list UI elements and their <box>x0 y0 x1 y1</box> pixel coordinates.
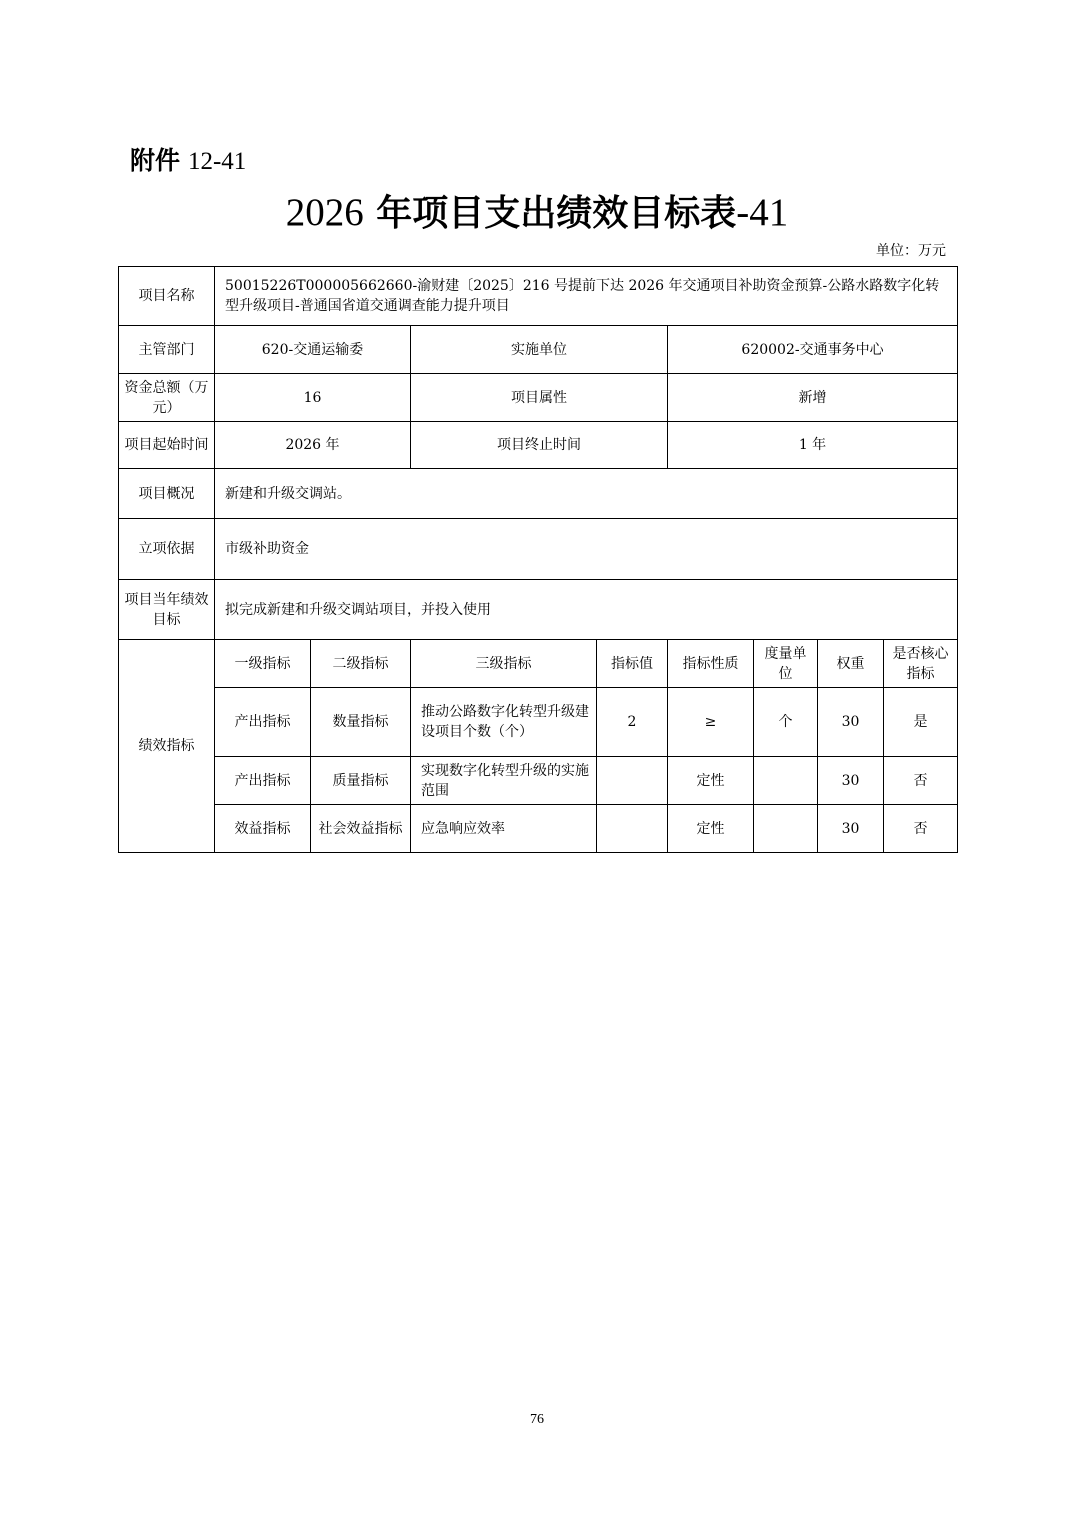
perf-cell: 30 <box>818 688 884 757</box>
performance-table <box>118 266 958 853</box>
table-row <box>119 580 958 640</box>
perf-header: 是否核心指标 <box>884 640 958 688</box>
dept-value: 620-交通运输委 <box>215 326 411 374</box>
perf-cell: 应急响应效率 <box>411 805 597 853</box>
table-row <box>119 326 958 374</box>
fund-label: 资金总额（万元） <box>119 374 215 422</box>
table-row <box>119 267 958 326</box>
perf-label: 绩效指标 <box>119 640 215 853</box>
title-main: 年项目支出绩效目标表 <box>376 192 737 234</box>
dept-label: 主管部门 <box>119 326 215 374</box>
perf-header: 一级指标 <box>215 640 311 688</box>
perf-cell: 质量指标 <box>311 757 411 805</box>
perf-cell: 产出指标 <box>215 688 311 757</box>
perf-cell: 否 <box>884 757 958 805</box>
attr-label: 项目属性 <box>411 374 668 422</box>
attachment-prefix: 附件 <box>130 146 181 175</box>
perf-cell: 30 <box>818 757 884 805</box>
title-year: 2026 <box>285 191 364 234</box>
basis-value: 市级补助资金 <box>215 519 958 580</box>
goal-label: 项目当年绩效目标 <box>119 580 215 640</box>
perf-cell <box>597 805 668 853</box>
impl-label: 实施单位 <box>411 326 668 374</box>
perf-cell <box>754 805 818 853</box>
project-name-value: 50015226T000005662660-渝财建〔2025〕216 号提前下达 2026 年交通项目补助资金预算-公路水路数字化转型升级项目-普通国省道交通调查能力提升项目 <box>215 267 958 326</box>
perf-cell: 2 <box>597 688 668 757</box>
fund-value: 16 <box>215 374 411 422</box>
perf-cell: 是 <box>884 688 958 757</box>
impl-value: 620002-交通事务中心 <box>668 326 958 374</box>
table-row <box>119 688 958 757</box>
end-value: 1 年 <box>668 422 958 469</box>
perf-header: 权重 <box>818 640 884 688</box>
perf-cell: 定性 <box>668 805 754 853</box>
attachment-label <box>130 143 246 180</box>
perf-cell: ≥ <box>668 688 754 757</box>
perf-cell <box>754 757 818 805</box>
table-row <box>119 469 958 519</box>
overview-value: 新建和升级交调站。 <box>215 469 958 519</box>
perf-header: 二级指标 <box>311 640 411 688</box>
table-row <box>119 422 958 469</box>
unit-label: 单位：万元 <box>876 243 946 259</box>
table-row <box>119 757 958 805</box>
perf-cell: 否 <box>884 805 958 853</box>
basis-label: 立项依据 <box>119 519 215 580</box>
perf-cell: 数量指标 <box>311 688 411 757</box>
overview-label: 项目概况 <box>119 469 215 519</box>
table-row <box>119 519 958 580</box>
perf-cell: 效益指标 <box>215 805 311 853</box>
table-row <box>119 805 958 853</box>
perf-cell: 个 <box>754 688 818 757</box>
perf-header: 度量单位 <box>754 640 818 688</box>
perf-cell: 30 <box>818 805 884 853</box>
perf-header: 指标性质 <box>668 640 754 688</box>
table-row <box>119 374 958 422</box>
project-name-label: 项目名称 <box>119 267 215 326</box>
perf-cell: 产出指标 <box>215 757 311 805</box>
page-title <box>0 188 1074 238</box>
perf-cell <box>597 757 668 805</box>
attr-value: 新增 <box>668 374 958 422</box>
end-label: 项目终止时间 <box>411 422 668 469</box>
title-suffix: -41 <box>736 191 789 234</box>
perf-cell: 定性 <box>668 757 754 805</box>
perf-header: 三级指标 <box>411 640 597 688</box>
perf-header: 指标值 <box>597 640 668 688</box>
table-row <box>119 640 958 688</box>
perf-cell: 推动公路数字化转型升级建设项目个数（个） <box>411 688 597 757</box>
start-value: 2026 年 <box>215 422 411 469</box>
page-number: 76 <box>530 1412 544 1427</box>
perf-cell: 实现数字化转型升级的实施范围 <box>411 757 597 805</box>
goal-value: 拟完成新建和升级交调站项目，并投入使用 <box>215 580 958 640</box>
attachment-number: 12-41 <box>187 148 247 175</box>
start-label: 项目起始时间 <box>119 422 215 469</box>
perf-cell: 社会效益指标 <box>311 805 411 853</box>
